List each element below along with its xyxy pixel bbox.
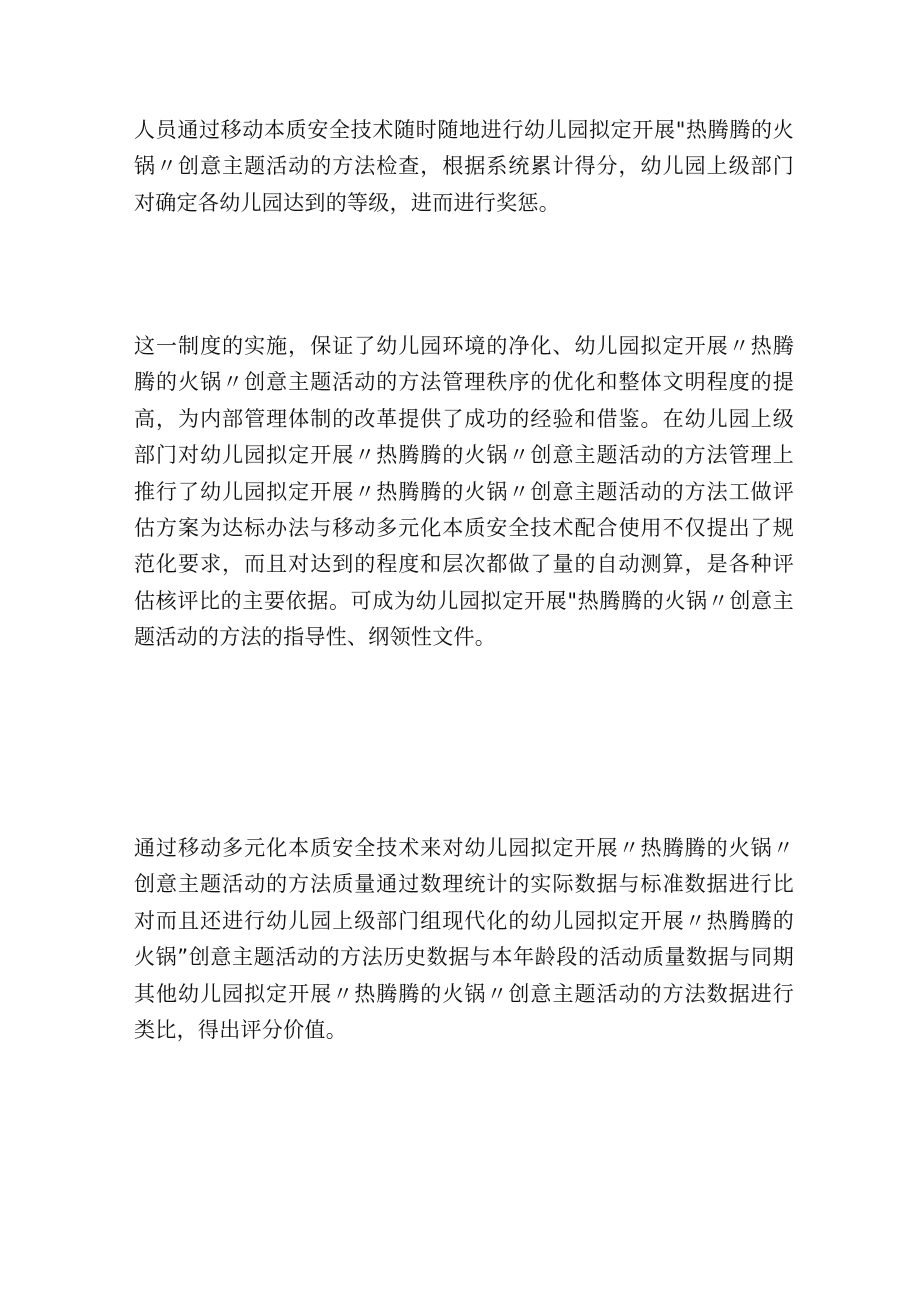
body-paragraph-3: 通过移动多元化本质安全技术来对幼儿园拟定开展〃热腾腾的火锅〃创意主题活动的方法质量通过数理统计的实际数据与标准数据进行比对而且还进行幼儿园上级部门组现代化的幼儿园拟定开展〃热腾腾的火锅”创意主题活动的方法历史数据与本年龄段的活动质量数据与同期其他幼儿园拟定开展〃热腾腾的火锅〃创意主题活动的方法数据进行类比，得出评分价值。 [134,836,794,1043]
body-paragraph-1: 人员通过移动本质安全技术随时随地进行幼儿园拟定开展"热腾腾的火锅〃创意主题活动的方法检查，根据系统累计得分，幼儿园上级部门对确定各幼儿园达到的等级，进而进行奖惩。 [134,118,794,215]
body-paragraph-2: 这一制度的实施，保证了幼儿园环境的净化、幼儿园拟定开展〃热腾腾的火锅〃创意主题活动的方法管理秩序的优化和整体文明程度的提高，为内部管理体制的改革提供了成功的经验和借鉴。在幼儿园上级部门对幼儿园拟定开展〃热腾腾的火锅〃创意主题活动的方法管理上推行了幼儿园拟定开展〃热腾腾的火锅〃创意主题活动的方法工做评估方案为达标办法与移动多元化本质安全技术配合使用不仅提出了规范化要求，而且对达到的程度和层次都做了量的自动测算，是各种评估核评比的主要依据。可成为幼儿园拟定开展"热腾腾的火锅〃创意主题活动的方法的指导性、纲领性文件。 [134,334,794,650]
